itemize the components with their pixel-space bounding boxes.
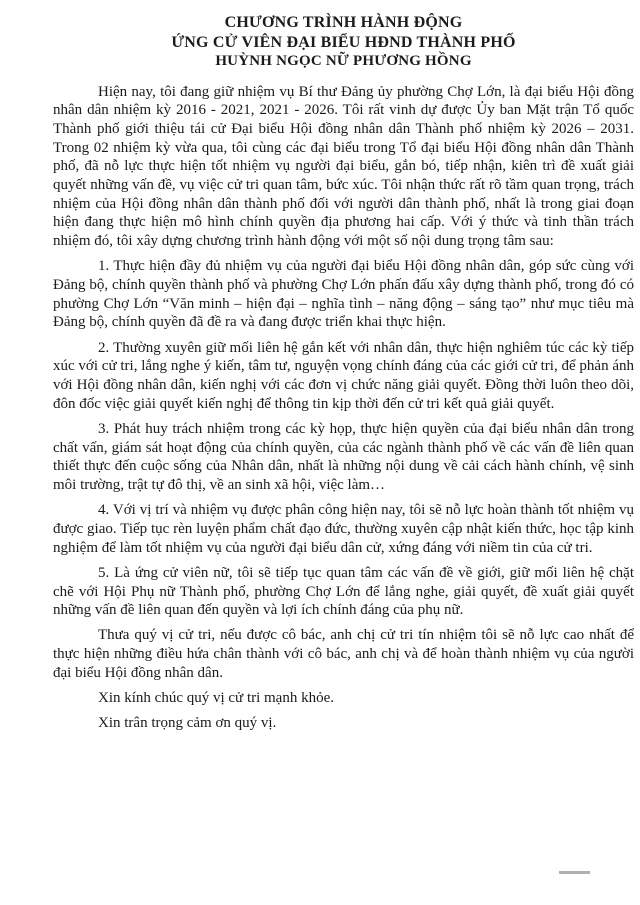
paragraph-point-5: 5. Là ứng cử viên nữ, tôi sẽ tiếp tục quan tâm các vấn đề về giới, giữ mối liên hệ chặt chẽ với Hội Phụ nữ Thành phố, phường Chợ Lớn để lắng nghe, giải quyết, đề xuất giải quyết những vấn đề liên quan đến quyền và lợi ích chính đáng của phụ nữ.: [53, 564, 634, 619]
paragraph-thanks: Xin trân trọng cảm ơn quý vị.: [98, 715, 277, 732]
paragraph-closing-appeal: Thưa quý vị cử tri, nếu được cô bác, anh chị cử tri tín nhiệm tôi sẽ nỗ lực cao nhất để thực hiện những điều hứa chân thành với cô bác, anh chị và để hoàn thành nhiệm vụ của người đại biểu Hội đồng nhân dân.: [53, 627, 634, 681]
footer-rule-mark: [559, 871, 590, 874]
title-line-candidate-role: ỨNG CỬ VIÊN ĐẠI BIỂU HĐND THÀNH PHỐ: [171, 33, 516, 51]
title-line-program: CHƯƠNG TRÌNH HÀNH ĐỘNG: [224, 14, 463, 31]
paragraph-well-wishes: Xin kính chúc quý vị cử tri mạnh khỏe.: [98, 690, 335, 707]
document-title: [53, 13, 634, 72]
title-line-candidate-name: HUỲNH NGỌC NỮ PHƯƠNG HỒNG: [215, 53, 472, 69]
paragraph-intro: Hiện nay, tôi đang giữ nhiệm vụ Bí thư Đảng ủy phường Chợ Lớn, là đại biểu Hội đồng nhân dân nhiệm kỳ 2016 - 2021, 2021 - 2026. Tôi rất vinh dự được Ủy ban Mặt trận Tổ quốc Thành phố giới thiệu tái cử Đại biểu Hội đồng nhân dân Thành phố nhiệm kỳ 2026 – 2031. Trong 02 nhiệm kỳ vừa qua, tôi cùng các đại biểu trong Tổ đại biểu Hội đồng nhân dân Thành phố, đã nỗ lực thực hiện tốt nhiệm vụ người đại biểu, gắn bó, tiếp nhận, kiên trì đề xuất giải quyết những vấn đề, vụ việc cử tri quan tâm, bức xúc. Tôi nhận thức rất rõ tầm quan trọng, trách nhiệm của Hội đồng nhân dân thành phố đối với người dân thành phố, nhất là trong giai đoạn hiện đang thực hiện mô hình chính quyền địa phương hai cấp. Với ý thức và tinh thần trách nhiệm đó, tôi xây dựng chương trình hành động với một số nội dung trọng tâm sau:: [53, 83, 634, 250]
paragraph-point-2: 2. Thường xuyên giữ mối liên hệ gắn kết với nhân dân, thực hiện nghiêm túc các kỳ tiếp xúc với cử tri, lắng nghe ý kiến, tâm tư, nguyện vọng chính đáng của các giới cử tri, để phản ánh với Hội đồng nhân dân, kiến nghị với các đơn vị chức năng giải quyết. Đồng thời luôn theo dõi, đôn đốc việc giải quyết kiến nghị để thông tin kịp thời đến cử tri kết quả giải quyết.: [53, 339, 634, 412]
paragraph-point-4: 4. Với vị trí và nhiệm vụ được phân công hiện nay, tôi sẽ nỗ lực hoàn thành tốt nhiệm vụ được giao. Tiếp tục rèn luyện phẩm chất đạo đức, thường xuyên cập nhật kiến thức, học tập kinh nghiệm để làm tốt nhiệm vụ của người đại biểu dân cử, xứng đáng với niềm tin của cử tri.: [53, 502, 634, 556]
paragraph-point-1: 1. Thực hiện đầy đủ nhiệm vụ của người đại biểu Hội đồng nhân dân, góp sức cùng với Đảng bộ, chính quyền thành phố và phường Chợ Lớn phấn đấu xây dựng thành phố, trong đó có phường Chợ Lớn “Văn minh – hiện đại – nghĩa tình – năng động – sáng tạo” như mục tiêu mà Đảng bộ, chính quyền đã đề ra và đang được triển khai thực hiện.: [53, 258, 634, 331]
document-body: [53, 83, 634, 734]
paragraph-point-3: 3. Phát huy trách nhiệm trong các kỳ họp, thực hiện quyền của đại biểu nhân dân trong chất vấn, giám sát hoạt động của chính quyền, của các ngành thành phố về các vấn đề liên quan thiết thực đến cuộc sống của Nhân dân, nhất là những nội dung về cải cách hành chính, vệ sinh môi trường, trật tự đô thị, về an sinh xã hội, việc làm…: [53, 420, 634, 494]
